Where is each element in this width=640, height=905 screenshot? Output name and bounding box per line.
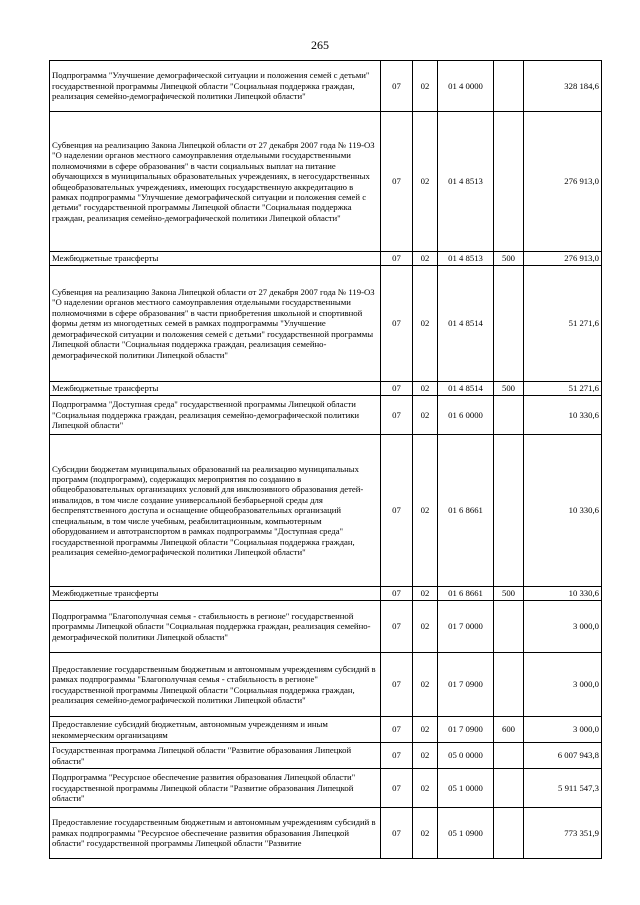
row-target-code: 05 1 0000 bbox=[438, 769, 494, 808]
row-expense-type bbox=[494, 396, 524, 435]
table-row bbox=[50, 717, 602, 743]
row-target-code: 01 4 8513 bbox=[438, 252, 494, 266]
row-target-code: 01 7 0900 bbox=[438, 717, 494, 743]
row-subsection: 02 bbox=[413, 252, 438, 266]
row-subsection: 02 bbox=[413, 112, 438, 252]
row-subsection: 02 bbox=[413, 266, 438, 382]
row-subsection: 02 bbox=[413, 396, 438, 435]
row-amount: 51 271,6 bbox=[524, 266, 602, 382]
row-expense-type: 500 bbox=[494, 252, 524, 266]
row-expense-type: 500 bbox=[494, 587, 524, 601]
table-row bbox=[50, 266, 602, 382]
row-amount: 3 000,0 bbox=[524, 717, 602, 743]
row-subsection: 02 bbox=[413, 769, 438, 808]
table-row bbox=[50, 808, 602, 859]
row-subsection: 02 bbox=[413, 717, 438, 743]
row-expense-type: 600 bbox=[494, 717, 524, 743]
row-target-code: 01 7 0900 bbox=[438, 653, 494, 717]
row-name: Подпрограмма "Благополучная семья - стабильность в регионе" государственной программы Липецкой области "Социальная поддержка граждан, реализация семейно-демографической политики Липецкой области" bbox=[50, 601, 381, 653]
row-expense-type bbox=[494, 601, 524, 653]
row-section: 07 bbox=[381, 112, 413, 252]
row-target-code: 05 1 0900 bbox=[438, 808, 494, 859]
row-expense-type: 500 bbox=[494, 382, 524, 396]
budget-table bbox=[49, 60, 602, 859]
row-amount: 5 911 547,3 bbox=[524, 769, 602, 808]
row-amount: 6 007 943,8 bbox=[524, 743, 602, 769]
row-section: 07 bbox=[381, 743, 413, 769]
row-target-code: 01 6 0000 bbox=[438, 396, 494, 435]
table-row bbox=[50, 653, 602, 717]
row-section: 07 bbox=[381, 717, 413, 743]
row-subsection: 02 bbox=[413, 587, 438, 601]
table-row bbox=[50, 743, 602, 769]
row-subsection: 02 bbox=[413, 61, 438, 112]
row-amount: 773 351,9 bbox=[524, 808, 602, 859]
row-name: Подпрограмма "Улучшение демографической ситуации и положения семей с детьми" государственной программы Липецкой области "Социальная поддержка граждан, реализация семейно-демографической политики Липецкой области" bbox=[50, 61, 381, 112]
row-expense-type bbox=[494, 743, 524, 769]
row-subsection: 02 bbox=[413, 435, 438, 587]
row-name: Подпрограмма "Ресурсное обеспечение развития образования Липецкой области" государственной программы Липецкой области "Развитие образования Липецкой области" bbox=[50, 769, 381, 808]
row-amount: 328 184,6 bbox=[524, 61, 602, 112]
row-subsection: 02 bbox=[413, 382, 438, 396]
row-name: Подпрограмма "Доступная среда" государственной программы Липецкой области "Социальная поддержка граждан, реализация семейно-демографической политики Липецкой области" bbox=[50, 396, 381, 435]
row-target-code: 01 7 0000 bbox=[438, 601, 494, 653]
row-name: Межбюджетные трансферты bbox=[50, 252, 381, 266]
table-row bbox=[50, 435, 602, 587]
table-row bbox=[50, 61, 602, 112]
row-target-code: 01 4 0000 bbox=[438, 61, 494, 112]
row-expense-type bbox=[494, 435, 524, 587]
table-row bbox=[50, 769, 602, 808]
row-name: Межбюджетные трансферты bbox=[50, 587, 381, 601]
row-subsection: 02 bbox=[413, 601, 438, 653]
row-subsection: 02 bbox=[413, 808, 438, 859]
row-section: 07 bbox=[381, 769, 413, 808]
row-amount: 3 000,0 bbox=[524, 653, 602, 717]
row-name: Субсидии бюджетам муниципальных образований на реализацию муниципальных программ (подпрограмм), содержащих мероприятия по созданию в общеобразовательных организациях условий для инклюзивного образования детей-инвалидов, в том числе создание универсальной безбарьерной среды для беспрепятственного доступа и оснащение общеобразовательных организаций специальным, в том числе учебным, реабилитационным, компьютерным оборудованием и автотранспортом в рамках подпрограммы "Доступная среда" государственной программы Липецкой области "Социальная поддержка граждан, реализация семейно-демографической политики Липецкой области" bbox=[50, 435, 381, 587]
row-expense-type bbox=[494, 112, 524, 252]
row-section: 07 bbox=[381, 61, 413, 112]
row-amount: 276 913,0 bbox=[524, 252, 602, 266]
row-expense-type bbox=[494, 808, 524, 859]
table-row bbox=[50, 112, 602, 252]
row-target-code: 01 6 8661 bbox=[438, 587, 494, 601]
row-expense-type bbox=[494, 61, 524, 112]
table-row bbox=[50, 601, 602, 653]
row-amount: 3 000,0 bbox=[524, 601, 602, 653]
row-name: Субвенция на реализацию Закона Липецкой области от 27 декабря 2007 года № 119-ОЗ "О наделении органов местного самоуправления отдельными государственными полномочиями в сфере образования" в части социальных выплат на питание обучающихся в муниципальных образовательных учреждениях, в негосударственных общеобразовательных учреждениях, имеющих государственную аккредитацию в рамках подпрограммы "Улучшение демографической ситуации и положения семей с детьми" государственной программы Липецкой области "Социальная поддержка граждан, реализация семейно-демографической политики Липецкой области" bbox=[50, 112, 381, 252]
table-row bbox=[50, 396, 602, 435]
row-expense-type bbox=[494, 653, 524, 717]
row-section: 07 bbox=[381, 587, 413, 601]
row-target-code: 01 4 8513 bbox=[438, 112, 494, 252]
row-section: 07 bbox=[381, 382, 413, 396]
row-section: 07 bbox=[381, 653, 413, 717]
row-amount: 276 913,0 bbox=[524, 112, 602, 252]
row-section: 07 bbox=[381, 266, 413, 382]
row-target-code: 01 4 8514 bbox=[438, 266, 494, 382]
row-expense-type bbox=[494, 769, 524, 808]
row-name: Субвенция на реализацию Закона Липецкой области от 27 декабря 2007 года № 119-ОЗ "О наделении органов местного самоуправления отдельными государственными полномочиями в сфере образования" в части приобретения школьной и спортивной формы детям из многодетных семей в рамках подпрограммы "Улучшение демографической ситуации и положения семей с детьми" государственной программы Липецкой области "Социальная поддержка граждан, реализация семейно-демографической политики Липецкой области" bbox=[50, 266, 381, 382]
row-name: Предоставление субсидий бюджетным, автономным учреждениям и иным некоммерческим организациям bbox=[50, 717, 381, 743]
row-section: 07 bbox=[381, 808, 413, 859]
row-amount: 10 330,6 bbox=[524, 587, 602, 601]
row-section: 07 bbox=[381, 435, 413, 587]
row-name: Межбюджетные трансферты bbox=[50, 382, 381, 396]
row-section: 07 bbox=[381, 601, 413, 653]
row-amount: 51 271,6 bbox=[524, 382, 602, 396]
row-section: 07 bbox=[381, 252, 413, 266]
row-section: 07 bbox=[381, 396, 413, 435]
row-subsection: 02 bbox=[413, 653, 438, 717]
row-amount: 10 330,6 bbox=[524, 396, 602, 435]
table-row bbox=[50, 587, 602, 601]
row-amount: 10 330,6 bbox=[524, 435, 602, 587]
row-target-code: 05 0 0000 bbox=[438, 743, 494, 769]
row-target-code: 01 4 8514 bbox=[438, 382, 494, 396]
row-name: Предоставление государственным бюджетным и автономным учреждениям субсидий в рамках подпрограммы "Ресурсное обеспечение развития образования Липецкой области" государственной программы Липецкой области "Развитие bbox=[50, 808, 381, 859]
row-name: Предоставление государственным бюджетным и автономным учреждениям субсидий в рамках подпрограммы "Благополучная семья - стабильность в регионе" государственной программы Липецкой области "Социальная поддержка граждан, реализация семейно-демографической политики Липецкой области" bbox=[50, 653, 381, 717]
row-name: Государственная программа Липецкой области "Развитие образования Липецкой области" bbox=[50, 743, 381, 769]
row-expense-type bbox=[494, 266, 524, 382]
page-number: 265 bbox=[311, 38, 329, 52]
row-subsection: 02 bbox=[413, 743, 438, 769]
table-row bbox=[50, 382, 602, 396]
row-target-code: 01 6 8661 bbox=[438, 435, 494, 587]
table-row bbox=[50, 252, 602, 266]
